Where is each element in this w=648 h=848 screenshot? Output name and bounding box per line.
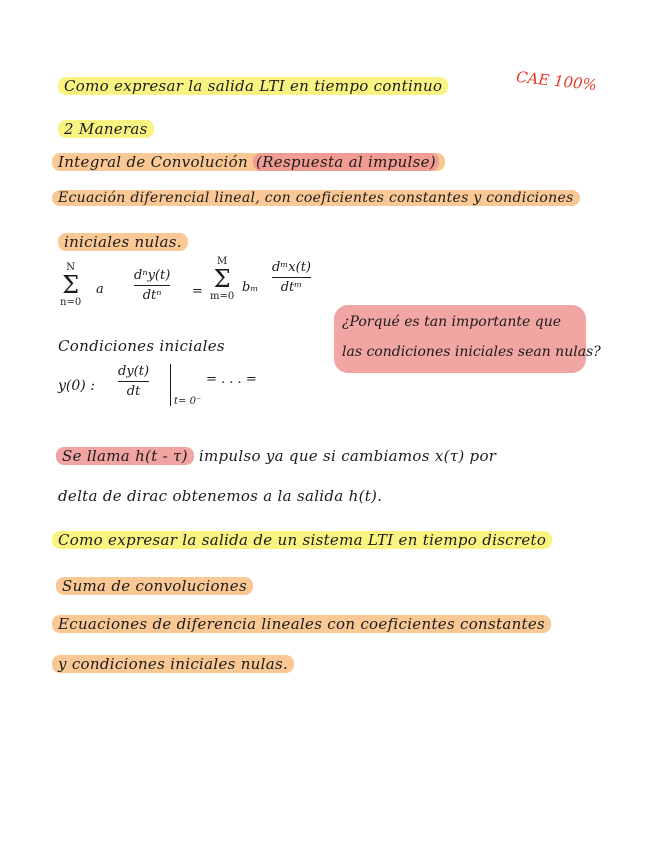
frac-bar	[118, 381, 149, 382]
initial-frac-den: dt	[126, 384, 141, 399]
frac-right	[272, 260, 311, 295]
coef-right: bₘ	[242, 280, 259, 295]
convolution-integral	[52, 153, 445, 171]
initial-conditions-label: Condiciones iniciales	[58, 337, 225, 355]
impulse-line	[56, 446, 496, 466]
sum-convolutions: Suma de convoluciones	[56, 577, 253, 595]
initial-lhs: y(0) :	[58, 378, 95, 394]
heading-continuous	[58, 76, 448, 96]
discrete-title: Como expresar la salida de un sistema LTI en tiempo discreto	[52, 531, 552, 549]
frac-left-den: dtⁿ	[142, 288, 162, 303]
question-line-1: ¿Porqué es tan importante que	[342, 314, 562, 330]
frac-left	[134, 268, 170, 303]
initial-tail: = . . . =	[206, 372, 257, 387]
coef-left: a	[96, 282, 104, 297]
equals-sign: =	[192, 284, 203, 299]
frac-right-num: dᵐx(t)	[272, 260, 311, 275]
sigma-symbol: Σ	[213, 265, 231, 293]
impulse-response: (Respuesta al impulse)	[253, 153, 439, 171]
called-h: Se llama h(t - τ)	[56, 447, 194, 465]
convolution-integral-text: Integral de Convolución	[58, 153, 254, 171]
corner-note: CAE 100%	[515, 67, 598, 95]
evaluation-bar	[170, 364, 171, 406]
sum-right-top: M	[216, 256, 228, 267]
two-ways-label: 2 Maneras	[58, 120, 154, 138]
initial-frac	[118, 364, 149, 399]
dirac-line: delta de dirac obtenemos a la salida h(t).	[58, 487, 383, 505]
initial-eval: t= 0⁻	[174, 396, 202, 407]
sum-left-bottom: n=0	[60, 297, 82, 308]
initial-frac-num: dy(t)	[118, 364, 150, 379]
question-line-2: las condiciones iniciales sean nulas?	[342, 344, 601, 360]
discrete-null-line	[52, 654, 294, 674]
difference-equations: Ecuaciones de diferencia lineales con coeficientes constantes	[52, 615, 551, 633]
null-conditions-line	[58, 232, 188, 252]
sum-left-top: N	[66, 262, 75, 273]
sum-left	[60, 262, 81, 308]
sum-right-bottom: m=0	[210, 291, 235, 302]
difference-line	[52, 614, 551, 634]
discrete-line	[52, 530, 552, 550]
null-conditions: iniciales nulas.	[58, 233, 188, 251]
continuous-title: Como expresar la salida LTI en tiempo continuo	[58, 77, 448, 95]
differential-line	[52, 188, 580, 208]
two-ways-line	[58, 119, 154, 139]
convolution-line	[52, 152, 445, 172]
impulse-explanation: impulso ya que si cambiamos x(τ) por	[193, 447, 497, 465]
sum-conv-line	[56, 576, 253, 596]
frac-bar	[134, 285, 170, 286]
sum-right	[210, 256, 234, 302]
frac-bar	[272, 277, 311, 278]
sigma-symbol: Σ	[62, 271, 80, 299]
differential-equation: Ecuación diferencial lineal, con coeficientes constantes y condiciones	[52, 190, 580, 206]
frac-right-den: dtᵐ	[280, 280, 303, 295]
discrete-null-conditions: y condiciones iniciales nulas.	[52, 655, 294, 673]
frac-left-num: dⁿy(t)	[134, 268, 171, 283]
